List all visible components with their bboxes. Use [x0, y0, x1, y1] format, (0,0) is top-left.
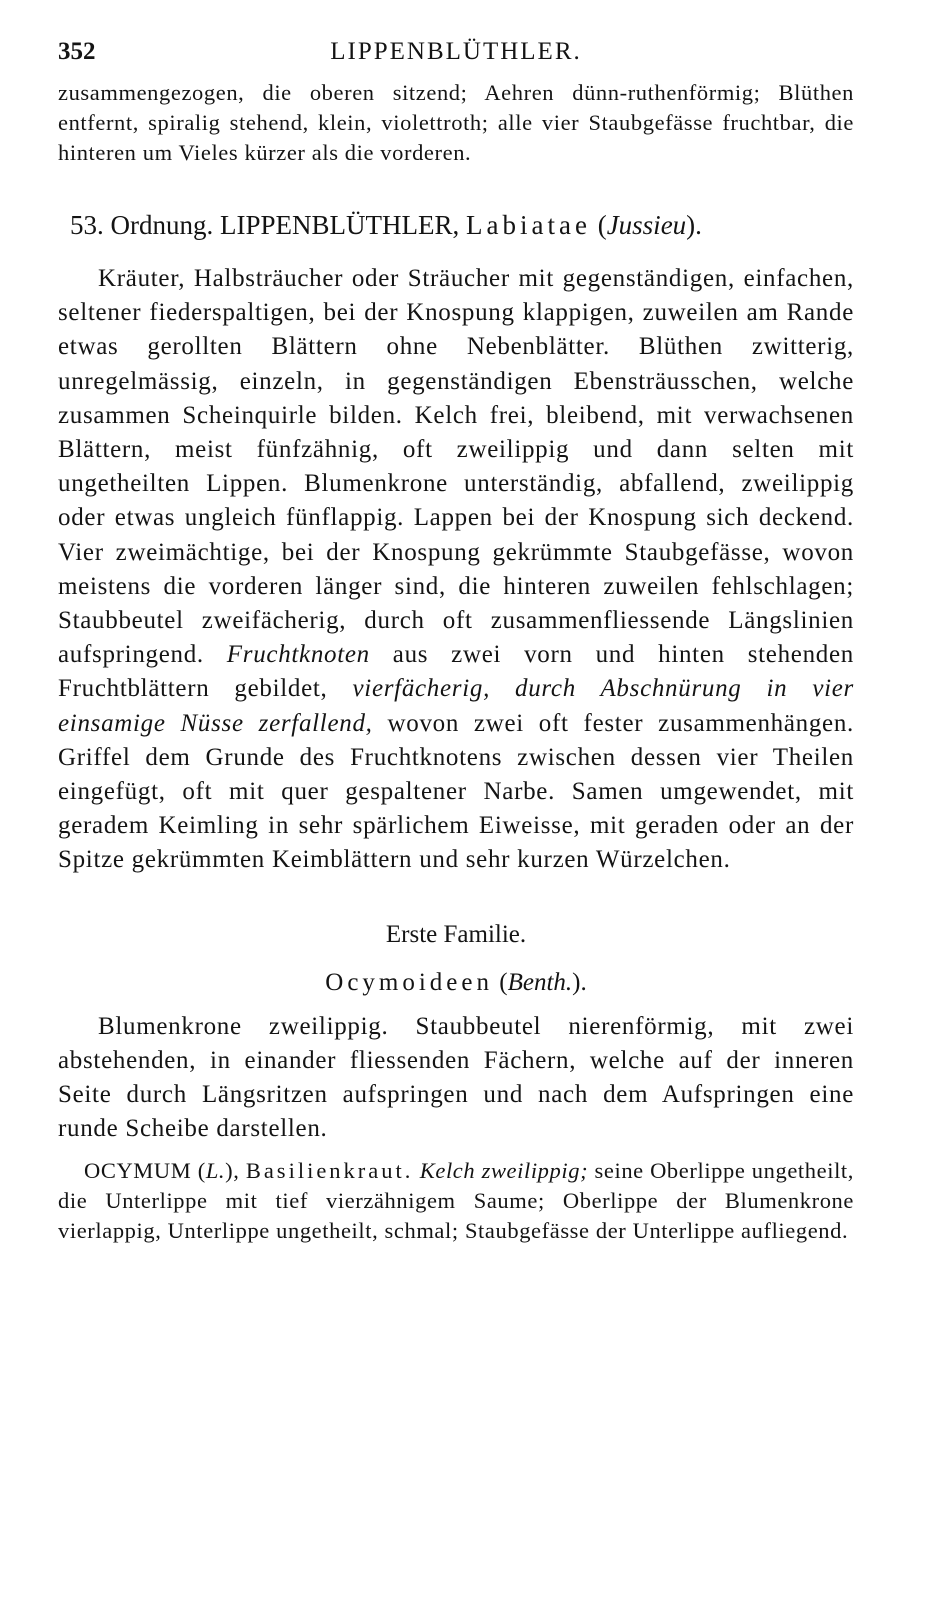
order-author: Jussieu	[606, 210, 687, 240]
genus-description: seine Oberlippe ungetheilt, die Unterlippe mit tief vierzähnigem Saume; Oberlippe der Blumenkrone vierlappig, Unterlippe ungetheilt, schmal; Staubgefässe der Unterlippe aufliegend.	[58, 1158, 854, 1244]
book-page	[58, 38, 854, 1246]
order-number: 53. Ordnung.	[70, 210, 214, 240]
page-number: 352	[58, 38, 96, 65]
order-description: Kräuter, Halbsträucher oder Sträucher mit gegenständigen, einfachen, seltener fiederspaltigen, bei der Knospung klappigen, zuweilen am Rande etwas gerollten Blättern ohne Nebenblätter. Blüthen zwitterig, unregelmässig, einzeln, in gegenständigen Ebensträusschen, welche zusammen Scheinquirle bilden. Kelch frei, bleibend, mit verwachsenen Blättern, meist fünfzähnig, oft zweilippig und dann selten mit ungetheilten Lippen. Blumenkrone unterständig, abfallend, zweilippig oder etwas ungleich fünflappig. Lappen bei der Knospung sich deckend. Vier zweimächtige, bei der Knospung gekrümmte Staubgefässe, wovon meistens die vorderen länger sind, die hinteren zuweilen fehlschlagen; Staubbeutel zweifächerig, durch oft zusammenfliessende Längslinien aufspringend. Fruchtknoten aus zwei vorn und hinten stehenden Fruchtblättern gebildet, vierfächerig, durch Abschnürung in vier einsamige Nüsse zerfallend, wovon zwei oft fester zusammenhängen. Griffel dem Grunde des Fruchtknotens zwischen dessen vier Theilen eingefügt, oft mit quer gespaltener Narbe. Samen umgewendet, mit geradem Keimling in sehr spärlichem Eiweisse, mit geraden oder an der Spitze gekrümmten Keimblättern und sehr kurzen Würzelchen.	[58, 265, 854, 874]
family-name: Ocymoideen	[325, 968, 493, 996]
italic-phrase-vierfaecherig: vierfächerig, durch Abschnürung in vier einsamige Nüsse zerfallend,	[58, 675, 854, 737]
family-author: Benth.	[507, 968, 573, 996]
genus-italic-description: Kelch zweilippig;	[419, 1158, 589, 1184]
running-title: LIPPENBLÜTHLER.	[330, 38, 582, 65]
running-head	[58, 38, 854, 78]
genus-common-name: Basilienkraut.	[245, 1158, 414, 1184]
italic-term-fruchtknoten: Fruchtknoten	[226, 641, 370, 669]
family-heading: Ocymoideen (Benth.).	[325, 968, 587, 996]
previous-species-text: zusammengezogen, die oberen sitzend; Aehren dünn-ruthenförmig; Blüthen entfernt, spiralig stehend, klein, violettroth; alle vier Staubgefässe fruchtbar, die hinteren um Vieles kürzer als die vorderen.	[58, 80, 854, 165]
order-latin-name: Labiatae	[466, 210, 591, 240]
genus-author: L.	[205, 1158, 226, 1184]
genus-entry: OCYMUM (L.), Basilienkraut. Kelch zweilippig; seine Oberlippe ungetheilt, die Unterlippe mit tief vierzähnigem Saume; Oberlippe der Blumenkrone vierlappig, Unterlippe ungetheilt, schmal; Staubgefässe der Unterlippe aufliegend.	[58, 1158, 854, 1244]
order-heading: 53. Ordnung. LIPPENBLÜTHLER, Labiatae (Jussieu).	[70, 210, 702, 240]
genus-name: OCYMUM	[84, 1158, 192, 1184]
family-label: Erste Familie.	[385, 920, 527, 948]
family-description: Blumenkrone zweilippig. Staubbeutel nierenförmig, mit zwei abstehenden, in einander fliessenden Fächern, welche auf der inneren Seite durch Längsritzen aufspringen und nach dem Aufspringen eine runde Scheibe darstellen.	[58, 1012, 854, 1143]
order-name: LIPPENBLÜTHLER,	[220, 210, 460, 240]
